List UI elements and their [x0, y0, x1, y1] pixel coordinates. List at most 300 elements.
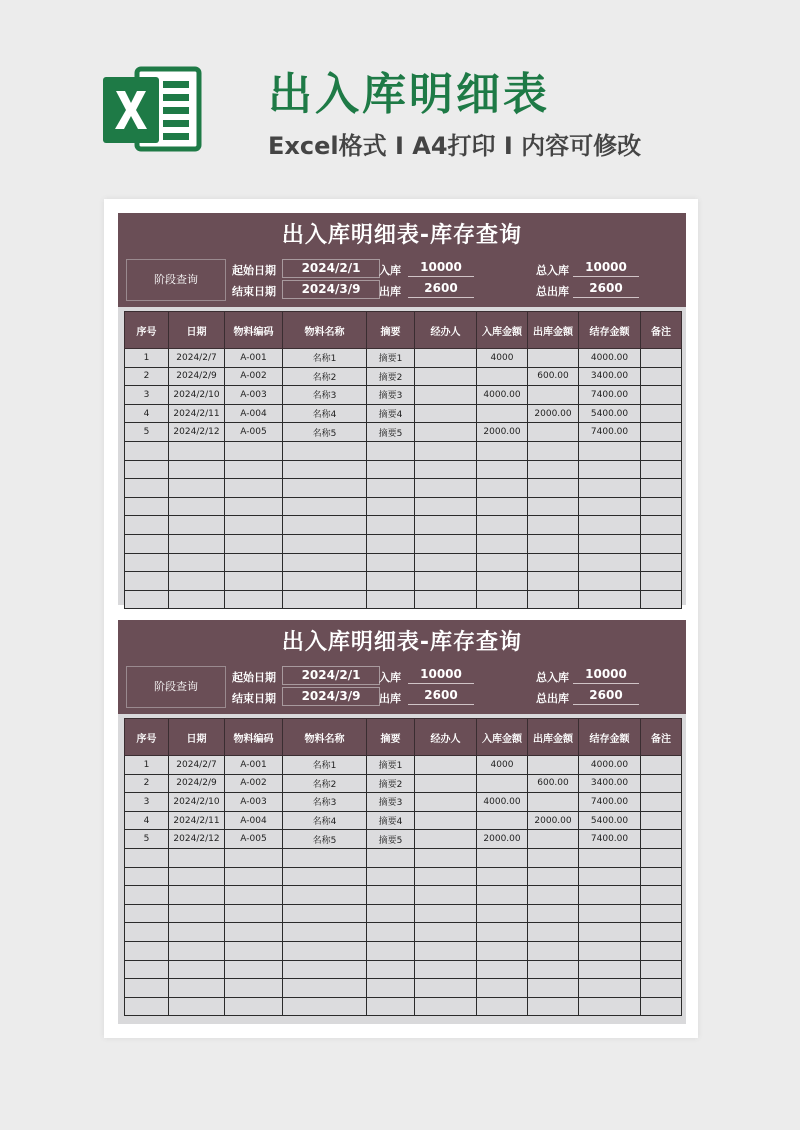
column-header: 序号 — [125, 719, 169, 756]
table-cell[interactable] — [641, 590, 682, 609]
table-cell[interactable] — [169, 590, 225, 609]
table-cell[interactable] — [477, 904, 528, 923]
table-cell[interactable] — [415, 997, 477, 1016]
table-cell[interactable] — [283, 572, 367, 591]
table-cell[interactable] — [415, 774, 477, 793]
total-in-value: 10000 — [573, 666, 639, 684]
table-cell[interactable]: 2024/2/12 — [169, 423, 225, 442]
table-cell[interactable] — [169, 979, 225, 998]
table-cell[interactable] — [528, 830, 579, 849]
table-cell[interactable] — [225, 497, 283, 516]
table-cell[interactable]: 4000.00 — [477, 386, 528, 405]
table-cell[interactable] — [367, 534, 415, 553]
table-cell[interactable] — [477, 886, 528, 905]
table-cell[interactable]: 4000.00 — [477, 793, 528, 812]
table-cell[interactable] — [477, 811, 528, 830]
table-cell[interactable]: 4000.00 — [579, 756, 641, 775]
table-cell[interactable] — [579, 886, 641, 905]
table-cell[interactable] — [477, 404, 528, 423]
table-cell[interactable] — [225, 848, 283, 867]
table-cell[interactable] — [415, 848, 477, 867]
table-cell[interactable]: 2 — [125, 774, 169, 793]
table-cell[interactable] — [579, 516, 641, 535]
table-cell[interactable] — [169, 441, 225, 460]
table-cell[interactable] — [415, 756, 477, 775]
table-cell[interactable]: 3400.00 — [579, 367, 641, 386]
table-cell[interactable]: 3 — [125, 386, 169, 405]
table-cell[interactable] — [528, 960, 579, 979]
table-cell[interactable] — [125, 497, 169, 516]
table-cell[interactable] — [169, 941, 225, 960]
table-cell[interactable] — [528, 534, 579, 553]
table-cell[interactable] — [477, 497, 528, 516]
table-cell[interactable]: 名称4 — [283, 404, 367, 423]
table-cell[interactable] — [225, 534, 283, 553]
table-cell[interactable] — [169, 867, 225, 886]
table-cell[interactable] — [641, 960, 682, 979]
table-cell[interactable] — [579, 497, 641, 516]
table-cell[interactable] — [579, 534, 641, 553]
table-cell[interactable] — [641, 534, 682, 553]
table-cell[interactable] — [641, 423, 682, 442]
table-cell[interactable] — [579, 867, 641, 886]
table-cell[interactable] — [125, 848, 169, 867]
table-cell[interactable] — [477, 441, 528, 460]
table-cell[interactable]: 名称1 — [283, 756, 367, 775]
table-row — [125, 756, 682, 775]
table-cell[interactable]: 名称5 — [283, 423, 367, 442]
table-cell[interactable] — [283, 460, 367, 479]
table-cell[interactable] — [528, 423, 579, 442]
table-cell[interactable] — [169, 886, 225, 905]
table-cell[interactable] — [641, 997, 682, 1016]
end-date-field[interactable]: 2024/3/9 — [282, 687, 380, 706]
table-cell[interactable] — [225, 441, 283, 460]
end-date-label: 结束日期 — [232, 285, 276, 298]
table-cell[interactable] — [641, 923, 682, 942]
table-cell[interactable]: 600.00 — [528, 367, 579, 386]
table-cell[interactable] — [169, 479, 225, 498]
table-cell[interactable] — [579, 590, 641, 609]
table-cell[interactable] — [579, 960, 641, 979]
table-cell[interactable] — [283, 886, 367, 905]
table-cell[interactable] — [283, 960, 367, 979]
table-row — [125, 497, 682, 516]
table-cell[interactable] — [528, 590, 579, 609]
table-cell[interactable] — [169, 516, 225, 535]
table-cell[interactable] — [415, 349, 477, 368]
table-cell[interactable] — [415, 979, 477, 998]
table-cell[interactable] — [477, 867, 528, 886]
table-cell[interactable]: 4000 — [477, 349, 528, 368]
table-cell[interactable] — [641, 441, 682, 460]
table-cell[interactable] — [125, 572, 169, 591]
table-cell[interactable] — [579, 848, 641, 867]
table-cell[interactable] — [415, 960, 477, 979]
table-cell[interactable]: A-004 — [225, 404, 283, 423]
table-cell[interactable] — [125, 923, 169, 942]
table-cell[interactable] — [283, 848, 367, 867]
table-cell[interactable] — [125, 997, 169, 1016]
table-cell[interactable] — [367, 460, 415, 479]
table-cell[interactable] — [415, 404, 477, 423]
sheet-header — [118, 620, 686, 714]
table-cell[interactable] — [415, 886, 477, 905]
table-cell[interactable] — [367, 497, 415, 516]
table-cell[interactable] — [415, 811, 477, 830]
table-cell[interactable] — [477, 572, 528, 591]
table-cell[interactable] — [283, 497, 367, 516]
table-cell[interactable] — [641, 479, 682, 498]
table-cell[interactable]: 2024/2/10 — [169, 793, 225, 812]
table-cell[interactable] — [125, 979, 169, 998]
table-row — [125, 848, 682, 867]
table-cell[interactable] — [367, 441, 415, 460]
table-cell[interactable] — [415, 793, 477, 812]
table-cell[interactable] — [415, 904, 477, 923]
table-cell[interactable] — [641, 848, 682, 867]
table-cell[interactable] — [579, 479, 641, 498]
table-cell[interactable] — [225, 960, 283, 979]
table-cell[interactable] — [477, 460, 528, 479]
table-cell[interactable] — [367, 572, 415, 591]
table-cell[interactable]: 7400.00 — [579, 423, 641, 442]
table-cell[interactable] — [125, 867, 169, 886]
table-cell[interactable] — [367, 904, 415, 923]
table-cell[interactable] — [641, 793, 682, 812]
table-cell[interactable] — [225, 479, 283, 498]
table-cell[interactable] — [125, 590, 169, 609]
table-cell[interactable]: 名称3 — [283, 386, 367, 405]
table-cell[interactable]: 2024/2/10 — [169, 386, 225, 405]
table-cell[interactable] — [283, 941, 367, 960]
table-cell[interactable] — [225, 460, 283, 479]
table-cell[interactable]: 3 — [125, 793, 169, 812]
table-cell[interactable] — [225, 590, 283, 609]
table-cell[interactable]: 名称5 — [283, 830, 367, 849]
table-cell[interactable]: A-001 — [225, 349, 283, 368]
table-cell[interactable]: 摘要4 — [367, 811, 415, 830]
table-cell[interactable] — [528, 349, 579, 368]
table-cell[interactable] — [528, 479, 579, 498]
table-cell[interactable] — [225, 886, 283, 905]
table-cell[interactable]: 5400.00 — [579, 404, 641, 423]
table-cell[interactable]: 5400.00 — [579, 811, 641, 830]
table-cell[interactable]: A-005 — [225, 830, 283, 849]
table-cell[interactable] — [283, 867, 367, 886]
table-cell[interactable] — [477, 979, 528, 998]
table-cell[interactable] — [528, 793, 579, 812]
table-cell[interactable] — [528, 848, 579, 867]
table-cell[interactable] — [579, 923, 641, 942]
table-cell[interactable] — [367, 553, 415, 572]
table-cell[interactable] — [225, 997, 283, 1016]
table-cell[interactable]: 名称4 — [283, 811, 367, 830]
table-cell[interactable] — [641, 904, 682, 923]
table-cell[interactable] — [477, 997, 528, 1016]
table-cell[interactable]: 摘要5 — [367, 830, 415, 849]
table-cell[interactable] — [125, 941, 169, 960]
table-cell[interactable] — [579, 904, 641, 923]
table-cell[interactable] — [528, 516, 579, 535]
table-cell[interactable]: 2024/2/9 — [169, 774, 225, 793]
table-cell[interactable]: 2024/2/7 — [169, 349, 225, 368]
table-cell[interactable] — [169, 534, 225, 553]
table-cell[interactable] — [283, 923, 367, 942]
table-cell[interactable] — [283, 553, 367, 572]
table-cell[interactable]: 2000.00 — [477, 423, 528, 442]
column-header: 入库金额 — [477, 312, 528, 349]
table-cell[interactable]: 5 — [125, 423, 169, 442]
table-cell[interactable]: 600.00 — [528, 774, 579, 793]
table-cell[interactable] — [283, 534, 367, 553]
table-cell[interactable] — [225, 572, 283, 591]
table-cell[interactable]: 2024/2/11 — [169, 811, 225, 830]
table-row — [125, 904, 682, 923]
table-cell[interactable] — [415, 572, 477, 591]
hero-banner — [0, 0, 800, 190]
table-cell[interactable] — [579, 460, 641, 479]
table-cell[interactable] — [367, 848, 415, 867]
table-cell[interactable]: 2 — [125, 367, 169, 386]
table-cell[interactable] — [641, 386, 682, 405]
table-cell[interactable] — [477, 923, 528, 942]
table-cell[interactable] — [367, 867, 415, 886]
table-cell[interactable] — [528, 460, 579, 479]
table-cell[interactable] — [477, 848, 528, 867]
table-cell[interactable] — [125, 553, 169, 572]
table-cell[interactable] — [415, 423, 477, 442]
table-cell[interactable]: A-002 — [225, 367, 283, 386]
table-cell[interactable] — [477, 590, 528, 609]
table-row — [125, 516, 682, 535]
table-cell[interactable] — [415, 867, 477, 886]
table-row — [125, 811, 682, 830]
table-cell[interactable] — [477, 774, 528, 793]
table-cell[interactable]: A-003 — [225, 386, 283, 405]
table-cell[interactable] — [477, 534, 528, 553]
table-cell[interactable] — [641, 367, 682, 386]
table-cell[interactable] — [528, 997, 579, 1016]
table-cell[interactable] — [641, 349, 682, 368]
table-cell[interactable] — [367, 923, 415, 942]
table-cell[interactable] — [579, 441, 641, 460]
table-cell[interactable]: 5 — [125, 830, 169, 849]
table-cell[interactable]: 摘要4 — [367, 404, 415, 423]
table-cell[interactable] — [641, 516, 682, 535]
table-cell[interactable] — [225, 904, 283, 923]
table-cell[interactable]: 4 — [125, 811, 169, 830]
table-cell[interactable] — [528, 756, 579, 775]
table-cell[interactable]: A-005 — [225, 423, 283, 442]
table-cell[interactable]: A-001 — [225, 756, 283, 775]
table-cell[interactable] — [528, 867, 579, 886]
table-cell[interactable] — [415, 590, 477, 609]
table-cell[interactable] — [125, 960, 169, 979]
table-cell[interactable] — [477, 960, 528, 979]
table-cell[interactable] — [415, 386, 477, 405]
table-cell[interactable] — [367, 979, 415, 998]
end-date-field[interactable]: 2024/3/9 — [282, 280, 380, 299]
table-cell[interactable] — [367, 590, 415, 609]
table-cell[interactable] — [415, 941, 477, 960]
table-cell[interactable] — [641, 867, 682, 886]
table-cell[interactable] — [641, 572, 682, 591]
table-cell[interactable] — [367, 479, 415, 498]
table-cell[interactable] — [169, 460, 225, 479]
table-cell[interactable] — [641, 553, 682, 572]
table-cell[interactable]: 摘要2 — [367, 367, 415, 386]
table-cell[interactable] — [641, 460, 682, 479]
table-cell[interactable]: 4 — [125, 404, 169, 423]
table-cell[interactable] — [477, 479, 528, 498]
table-cell[interactable]: 3400.00 — [579, 774, 641, 793]
table-cell[interactable] — [367, 997, 415, 1016]
table-cell[interactable] — [528, 941, 579, 960]
table-cell[interactable]: 名称2 — [283, 367, 367, 386]
table-cell[interactable]: 摘要1 — [367, 756, 415, 775]
table-cell[interactable] — [415, 830, 477, 849]
table-cell[interactable] — [169, 997, 225, 1016]
start-date-field[interactable]: 2024/2/1 — [282, 666, 380, 685]
table-cell[interactable] — [641, 941, 682, 960]
table-cell[interactable]: 摘要5 — [367, 423, 415, 442]
table-cell[interactable] — [169, 848, 225, 867]
table-cell[interactable] — [641, 830, 682, 849]
table-header-row — [125, 312, 682, 349]
table-cell[interactable] — [528, 886, 579, 905]
table-cell[interactable] — [283, 590, 367, 609]
table-cell[interactable] — [528, 572, 579, 591]
table-row — [125, 534, 682, 553]
table-cell[interactable]: 2000.00 — [477, 830, 528, 849]
table-cell[interactable] — [169, 960, 225, 979]
table-cell[interactable]: 1 — [125, 349, 169, 368]
table-cell[interactable] — [125, 904, 169, 923]
table-cell[interactable] — [641, 404, 682, 423]
table-row — [125, 460, 682, 479]
table-cell[interactable] — [415, 460, 477, 479]
table-cell[interactable]: 2024/2/11 — [169, 404, 225, 423]
table-cell[interactable]: 7400.00 — [579, 830, 641, 849]
table-cell[interactable]: 7400.00 — [579, 386, 641, 405]
table-cell[interactable] — [169, 904, 225, 923]
table-cell[interactable] — [169, 497, 225, 516]
table-cell[interactable]: 名称2 — [283, 774, 367, 793]
table-cell[interactable] — [528, 386, 579, 405]
table-cell[interactable] — [283, 441, 367, 460]
table-cell[interactable] — [579, 979, 641, 998]
table-cell[interactable] — [528, 441, 579, 460]
table-cell[interactable] — [579, 572, 641, 591]
table-cell[interactable] — [579, 941, 641, 960]
table-cell[interactable]: 摘要2 — [367, 774, 415, 793]
table-cell[interactable] — [169, 923, 225, 942]
table-cell[interactable] — [641, 774, 682, 793]
table-cell[interactable]: 2000.00 — [528, 404, 579, 423]
table-cell[interactable]: 2024/2/12 — [169, 830, 225, 849]
table-cell[interactable] — [477, 941, 528, 960]
table-cell[interactable] — [528, 497, 579, 516]
table-cell[interactable] — [283, 479, 367, 498]
table-cell[interactable] — [579, 997, 641, 1016]
table-cell[interactable] — [415, 923, 477, 942]
table-cell[interactable] — [283, 516, 367, 535]
table-cell[interactable] — [579, 553, 641, 572]
table-cell[interactable]: 名称3 — [283, 793, 367, 812]
table-cell[interactable]: A-002 — [225, 774, 283, 793]
table-cell[interactable] — [125, 516, 169, 535]
table-cell[interactable]: 2000.00 — [528, 811, 579, 830]
table-cell[interactable] — [528, 979, 579, 998]
table-cell[interactable]: 1 — [125, 756, 169, 775]
table-cell[interactable] — [367, 960, 415, 979]
table-cell[interactable] — [367, 886, 415, 905]
table-cell[interactable] — [225, 923, 283, 942]
table-cell[interactable] — [125, 534, 169, 553]
table-row — [125, 572, 682, 591]
table-cell[interactable] — [477, 553, 528, 572]
table-cell[interactable] — [415, 534, 477, 553]
table-cell[interactable] — [528, 904, 579, 923]
table-cell[interactable]: 4000 — [477, 756, 528, 775]
table-cell[interactable] — [367, 516, 415, 535]
table-cell[interactable] — [528, 923, 579, 942]
table-cell[interactable] — [125, 441, 169, 460]
table-cell[interactable] — [477, 367, 528, 386]
table-cell[interactable] — [283, 904, 367, 923]
table-cell[interactable]: 摘要3 — [367, 386, 415, 405]
table-cell[interactable]: 摘要1 — [367, 349, 415, 368]
table-cell[interactable] — [225, 867, 283, 886]
table-cell[interactable] — [225, 941, 283, 960]
table-cell[interactable] — [125, 479, 169, 498]
table-cell[interactable] — [415, 497, 477, 516]
table-cell[interactable] — [225, 516, 283, 535]
table-cell[interactable]: A-003 — [225, 793, 283, 812]
table-cell[interactable] — [477, 516, 528, 535]
table-cell[interactable]: 2024/2/9 — [169, 367, 225, 386]
start-date-field[interactable]: 2024/2/1 — [282, 259, 380, 278]
table-cell[interactable] — [641, 811, 682, 830]
table-cell[interactable] — [415, 441, 477, 460]
table-cell[interactable]: 摘要3 — [367, 793, 415, 812]
table-cell[interactable]: A-004 — [225, 811, 283, 830]
table-cell[interactable] — [641, 886, 682, 905]
table-cell[interactable] — [225, 979, 283, 998]
table-cell[interactable] — [367, 941, 415, 960]
table-cell[interactable] — [641, 756, 682, 775]
table-cell[interactable]: 名称1 — [283, 349, 367, 368]
table-cell[interactable] — [415, 553, 477, 572]
table-cell[interactable] — [283, 997, 367, 1016]
table-cell[interactable]: 4000.00 — [579, 349, 641, 368]
table-cell[interactable] — [641, 979, 682, 998]
table-cell[interactable]: 7400.00 — [579, 793, 641, 812]
table-cell[interactable] — [415, 516, 477, 535]
table-cell[interactable] — [225, 553, 283, 572]
table-cell[interactable] — [415, 479, 477, 498]
table-cell[interactable] — [641, 497, 682, 516]
table-cell[interactable] — [169, 572, 225, 591]
table-cell[interactable] — [415, 367, 477, 386]
table-cell[interactable] — [528, 553, 579, 572]
table-cell[interactable] — [125, 460, 169, 479]
table-cell[interactable]: 2024/2/7 — [169, 756, 225, 775]
table-cell[interactable] — [169, 553, 225, 572]
table-cell[interactable] — [283, 979, 367, 998]
table-cell[interactable] — [125, 886, 169, 905]
